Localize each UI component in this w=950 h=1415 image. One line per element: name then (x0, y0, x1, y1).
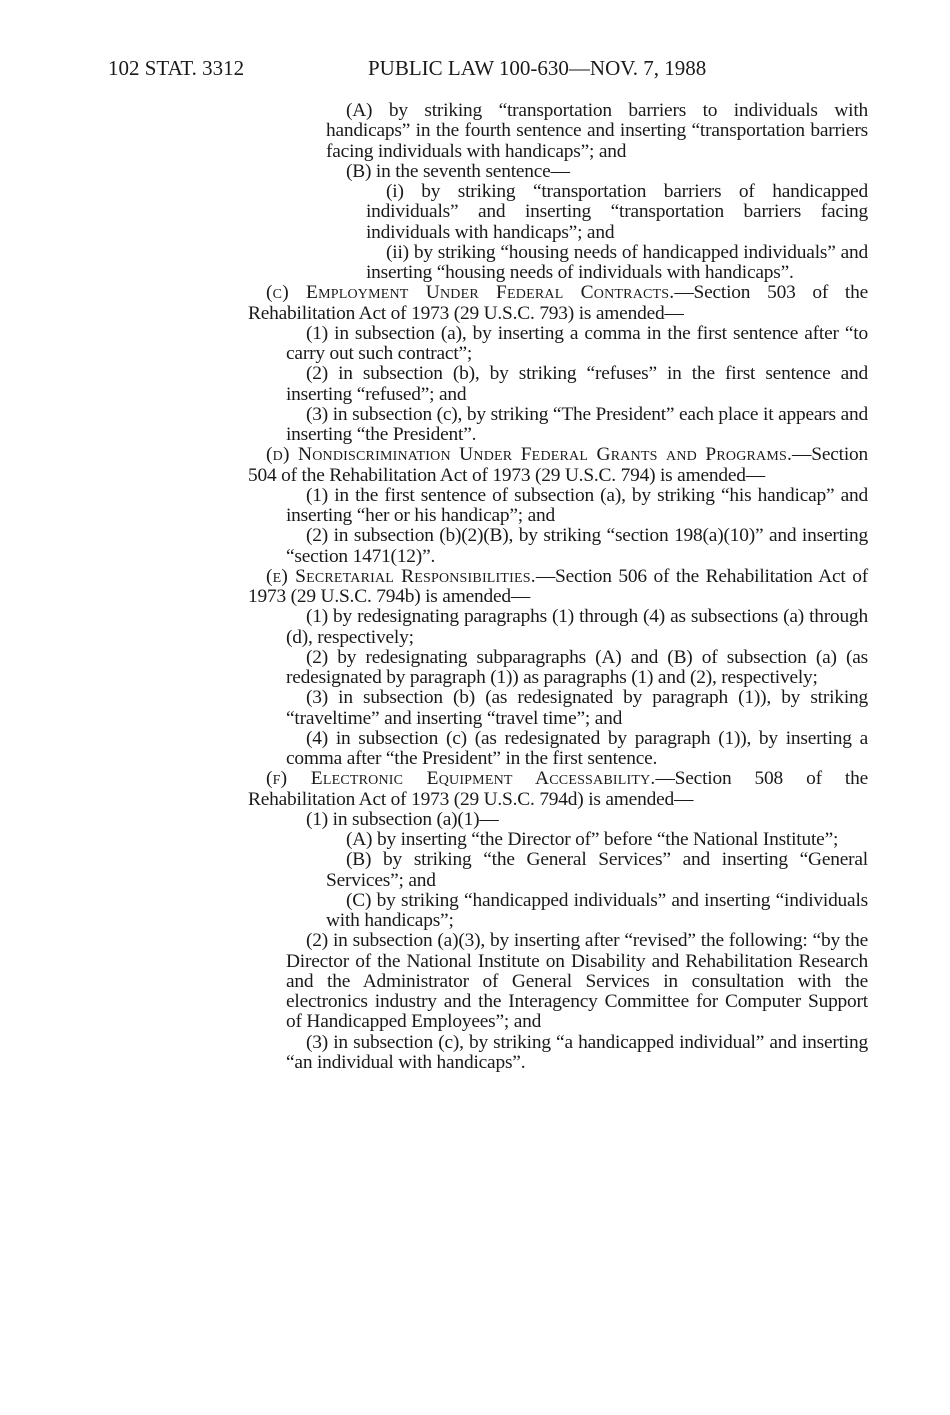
document-body (248, 101, 868, 1073)
clause-paragraph (248, 526, 868, 567)
section-paragraph (248, 567, 868, 608)
clause-paragraph (248, 162, 868, 182)
section-paragraph (248, 445, 868, 486)
paragraph-text: (2) in subsection (b), by striking “refuses” in the first sentence and inserting “refused”; and (286, 363, 868, 405)
paragraph-text: (3) in subsection (c), by striking “The President” each place it appears and inserting “the President”. (286, 403, 868, 445)
section-paragraph (248, 283, 868, 324)
section-heading: (e) Secretarial Responsibilities. (266, 565, 536, 587)
paragraph-text: (B) in the seventh sentence— (346, 160, 570, 182)
paragraph-text: (1) by redesignating paragraphs (1) through (4) as subsections (a) through (d), respectively; (286, 606, 868, 648)
section-heading: (d) Nondiscrimination Under Federal Grants and Programs. (266, 444, 793, 466)
clause-paragraph (248, 648, 868, 689)
paragraph-text: (A) by inserting “the Director of” before “the National Institute”; (346, 829, 839, 850)
clause-paragraph (248, 607, 868, 648)
clause-paragraph (248, 182, 868, 243)
paragraph-text: (B) by striking “the General Services” and inserting “General Services”; and (326, 849, 868, 891)
clause-paragraph (248, 101, 868, 162)
paragraph-text: (1) in subsection (a), by inserting a comma in the first sentence after “to carry out such contract”; (286, 322, 868, 364)
paragraph-text: (4) in subsection (c) (as redesignated by paragraph (1)), by inserting a comma after “the President” in the first sentence. (286, 727, 868, 769)
paragraph-text: (A) by striking “transportation barriers to individuals with handicaps” in the fourth sentence and inserting “transportation barriers facing individuals with handicaps”; and (326, 100, 868, 162)
clause-paragraph (248, 850, 868, 891)
page-header (108, 53, 868, 83)
clause-paragraph (248, 364, 868, 405)
paragraph-text: (3) in subsection (c), by striking “a handicapped individual” and inserting “an individual with handicaps”. (286, 1031, 868, 1073)
paragraph-text: (ii) by striking “housing needs of handicapped individuals” and inserting “housing needs of individuals with handicaps”. (366, 241, 868, 283)
clause-paragraph (248, 486, 868, 527)
clause-paragraph (248, 891, 868, 932)
paragraph-text: (2) in subsection (a)(3), by inserting after “revised” the following: “by the Director of the National Institute on Disability and Rehabilitation Research and the Administrator of General Services in consultation with the electronics industry and the Interagency Committee for Computer Support of Handicapped Employees”; and (286, 930, 868, 1033)
section-paragraph (248, 769, 868, 810)
clause-paragraph (248, 729, 868, 770)
paragraph-text: (i) by striking “transportation barriers of handicapped individuals” and inserting “transportation barriers facing individuals with handicaps”; and (366, 181, 868, 243)
section-heading: (c) Employment Under Federal Contracts. (266, 282, 675, 304)
law-title: PUBLIC LAW 100-630—NOV. 7, 1988 (368, 56, 707, 80)
clause-paragraph (248, 1033, 868, 1074)
clause-paragraph (248, 405, 868, 446)
paragraph-text: —Section 506 of the Rehabilitation Act of 1973 (29 U.S.C. 794b) is amended— (248, 565, 868, 607)
clause-paragraph (248, 324, 868, 365)
paragraph-text: —Section 503 of the Rehabilitation Act of 1973 (29 U.S.C. 793) is amended— (248, 282, 868, 324)
paragraph-text: —Section 504 of the Rehabilitation Act of 1973 (29 U.S.C. 794) is amended— (248, 444, 868, 486)
statute-page-number: 102 STAT. 3312 (108, 56, 245, 80)
paragraph-text: (1) in subsection (a)(1)— (306, 808, 499, 830)
clause-paragraph (248, 830, 868, 850)
clause-paragraph (248, 810, 868, 830)
paragraph-text: (3) in subsection (b) (as redesignated by paragraph (1)), by striking “traveltime” and inserting “travel time”; and (286, 687, 868, 729)
clause-paragraph (248, 931, 868, 1032)
paragraph-text: (C) by striking “handicapped individuals” and inserting “individuals with handicaps”; (326, 889, 868, 931)
paragraph-text: —Section 508 of the Rehabilitation Act of 1973 (29 U.S.C. 794d) is amended— (248, 768, 868, 810)
clause-paragraph (248, 243, 868, 284)
section-heading: (f) Electronic Equipment Accessability. (266, 768, 656, 790)
paragraph-text: (2) in subsection (b)(2)(B), by striking “section 198(a)(10)” and inserting “section 1471(12)”. (286, 525, 868, 567)
paragraph-text: (2) by redesignating subparagraphs (A) and (B) of subsection (a) (as redesignated by paragraph (1)) as paragraphs (1) and (2), respectively; (286, 646, 868, 688)
clause-paragraph (248, 688, 868, 729)
paragraph-text: (1) in the first sentence of subsection (a), by striking “his handicap” and inserting “her or his handicap”; and (286, 484, 868, 526)
